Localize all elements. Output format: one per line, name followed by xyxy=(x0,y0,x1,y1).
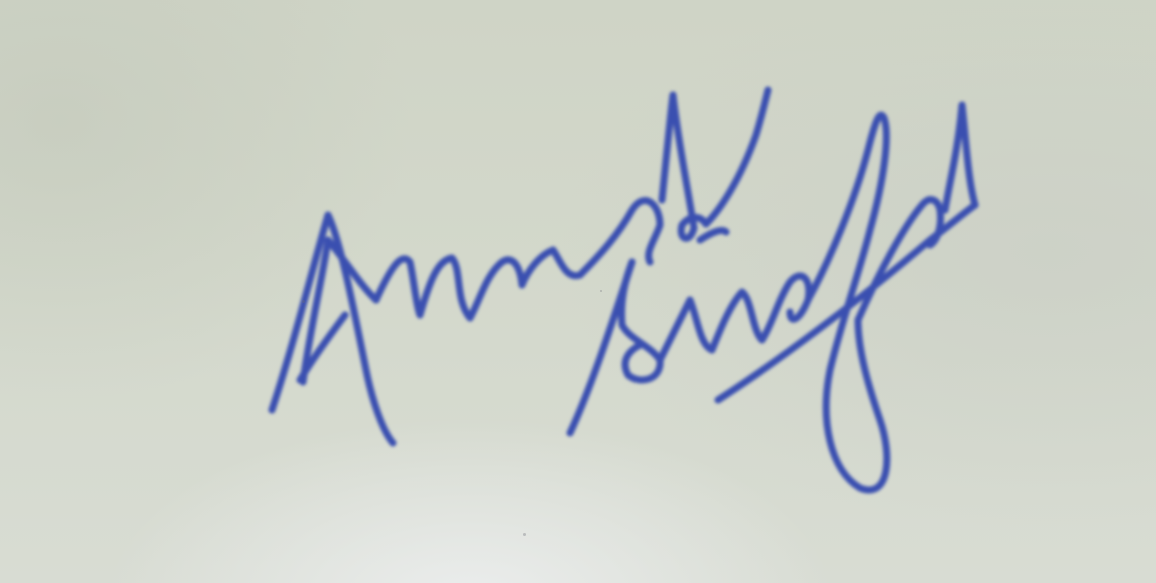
paper-speck xyxy=(600,290,602,292)
paper-speck xyxy=(523,533,526,536)
paper-speck xyxy=(302,300,305,303)
